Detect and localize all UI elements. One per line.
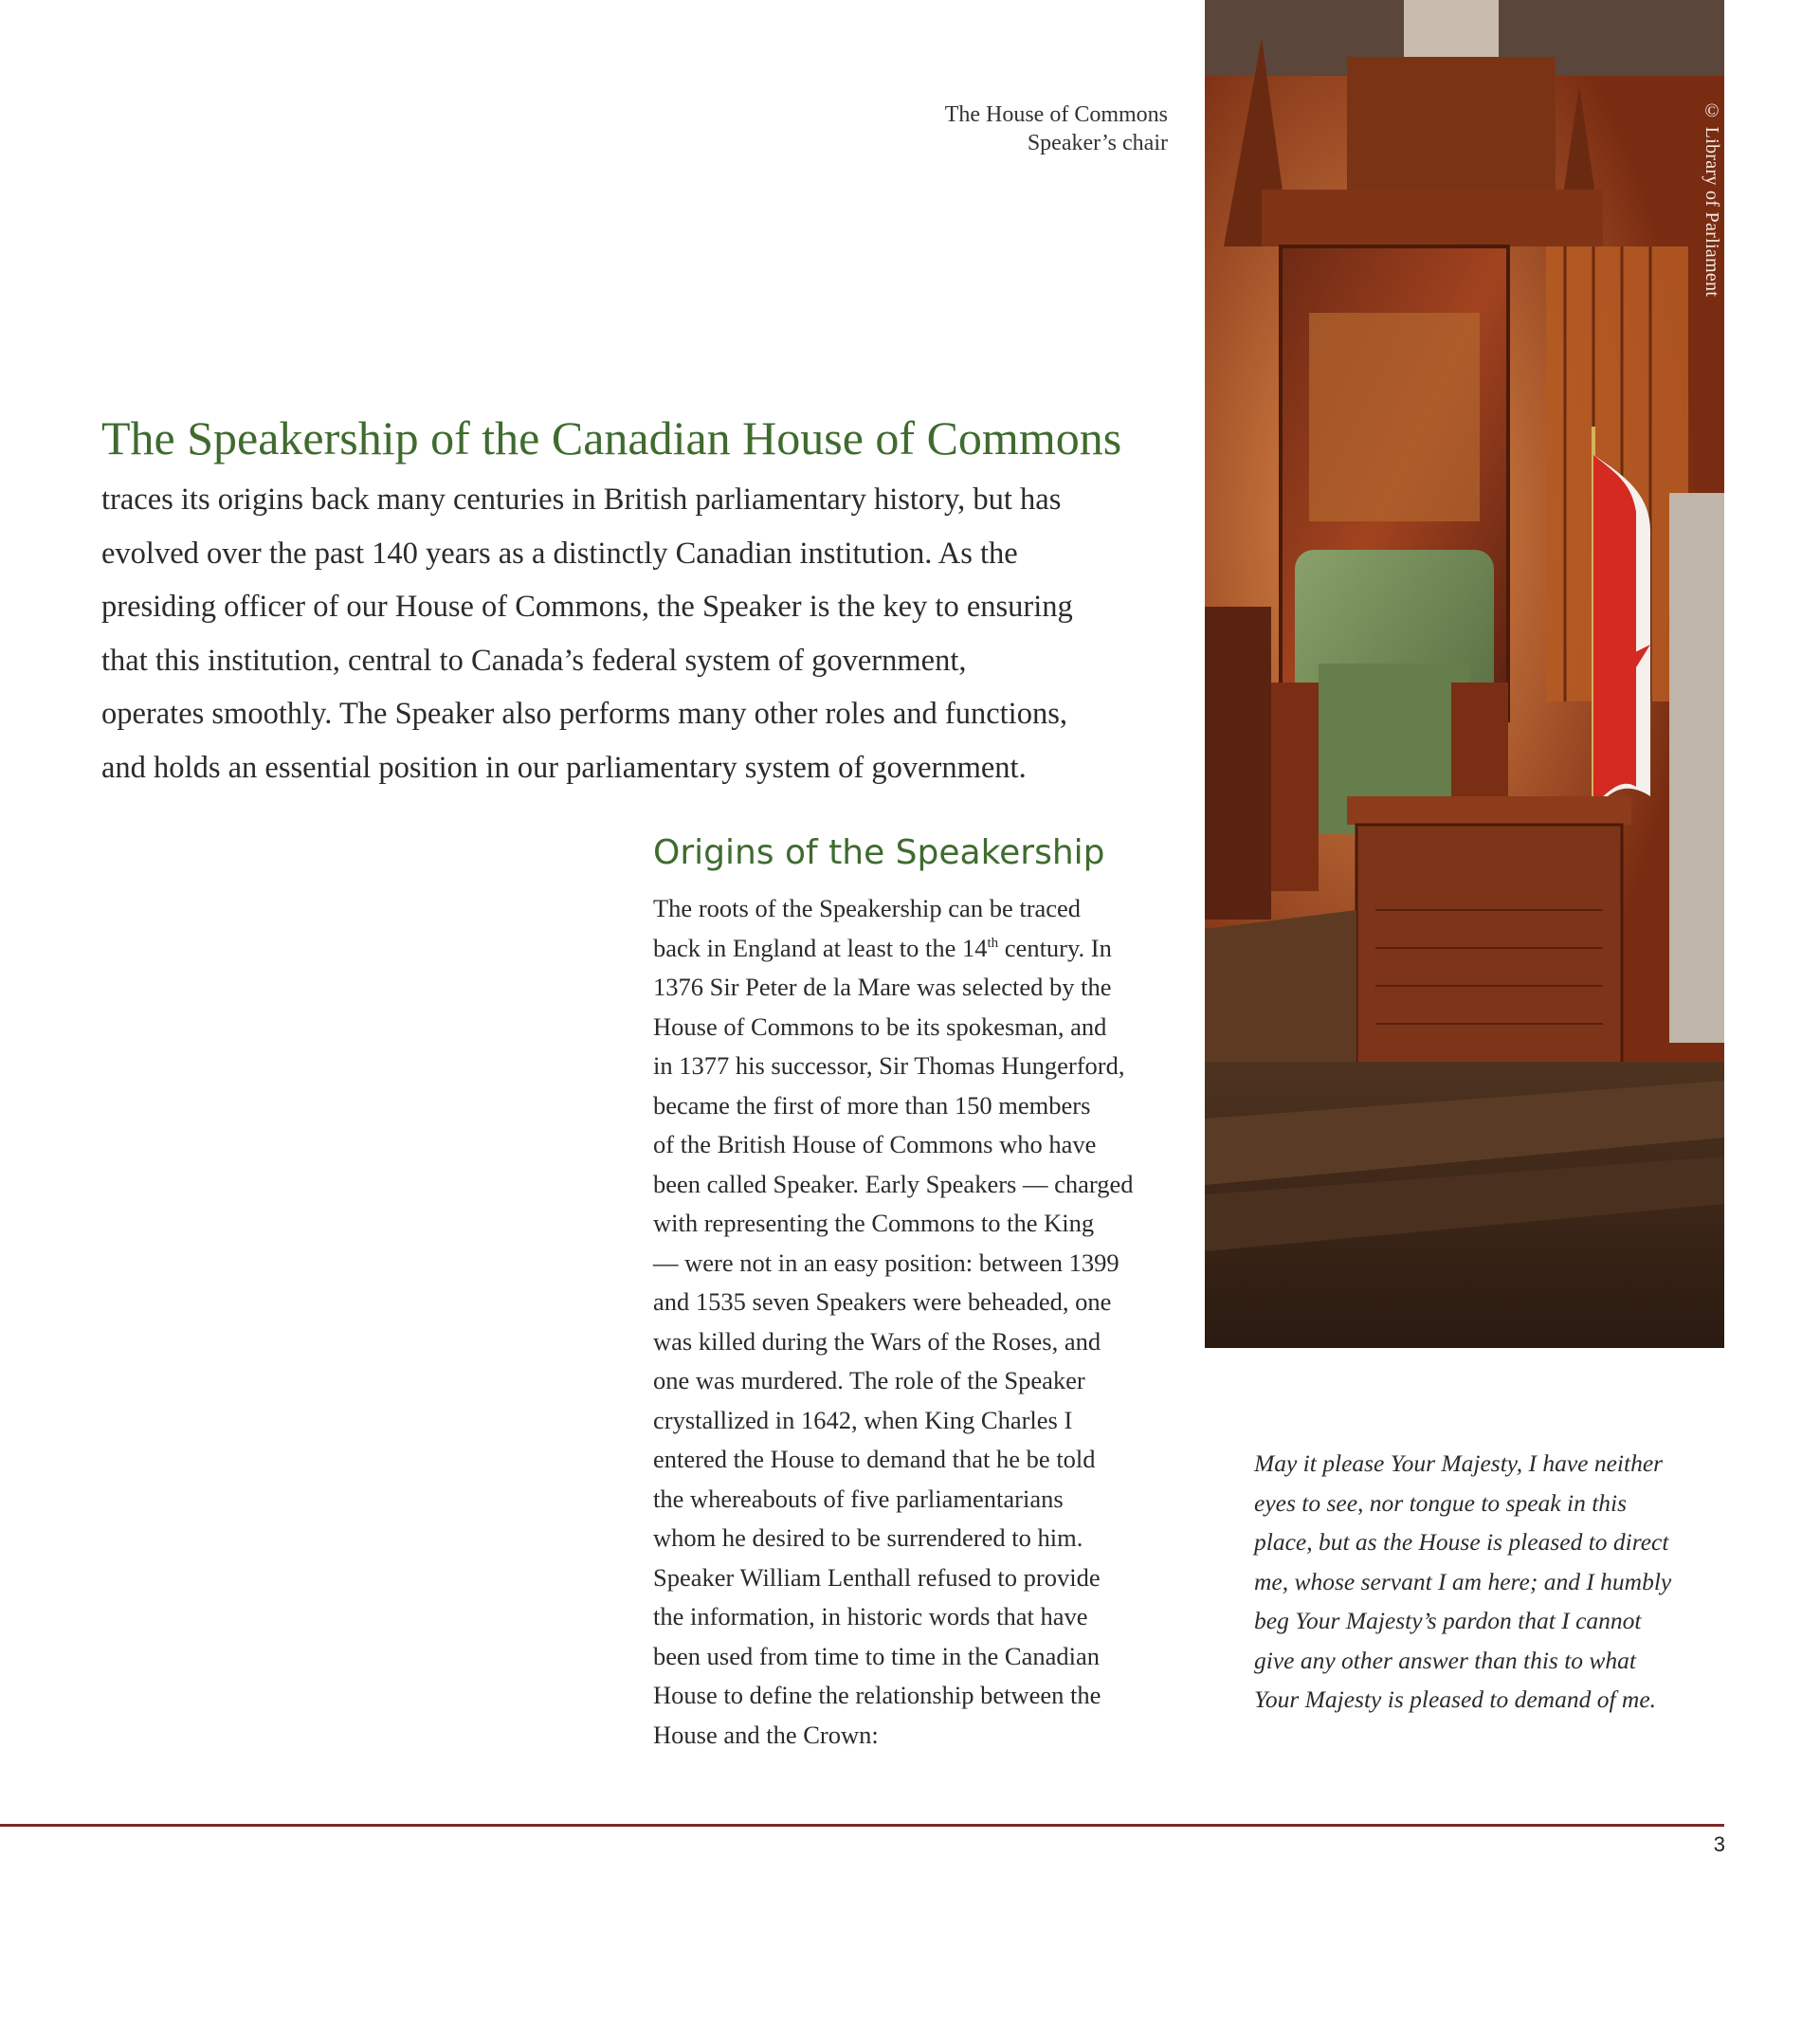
page-number: 3	[1713, 1832, 1725, 1856]
caption-line: Speaker’s chair	[1027, 131, 1168, 155]
body-line: The roots of the Speakership can be traced	[653, 894, 1082, 922]
footer-rule	[0, 1824, 1724, 1827]
caption-line: The House of Commons	[944, 102, 1168, 127]
section-title: Origins of the Speakership	[653, 833, 1105, 872]
lead-paragraph	[101, 473, 1187, 795]
quote-line: eyes to see, nor tongue to speak in this	[1254, 1488, 1628, 1517]
body-line: Speaker William Lenthall refused to provide	[653, 1562, 1101, 1592]
body-line: of the British House of Commons who have	[653, 1130, 1097, 1158]
quote-line: place, but as the House is pleased to direct	[1254, 1528, 1669, 1556]
body-line: 1376 Sir Peter de la Mare was selected by the	[653, 973, 1112, 1001]
body-line: and 1535 seven Speakers were beheaded, one	[653, 1287, 1112, 1316]
lead-title: The Speakership of the Canadian House of Commons	[101, 411, 1122, 465]
body-line: crystallized in 1642, when King Charles I	[653, 1405, 1073, 1434]
body-line: in 1377 his successor, Sir Thomas Hungerford,	[653, 1051, 1125, 1080]
body-line: been used from time to time in the Canadian	[653, 1641, 1100, 1670]
lenthall-quote	[1254, 1444, 1709, 1720]
body-line: with representing the Commons to the King	[653, 1209, 1095, 1237]
body-line: back in England at least to the 14th century. In	[653, 933, 1112, 962]
body-line: became the first of more than 150 members	[653, 1090, 1091, 1120]
lead-line: operates smoothly. The Speaker also performs many other roles and functions,	[101, 697, 1067, 732]
lead-line: evolved over the past 140 years as a distinctly Canadian institution. As the	[101, 536, 1018, 571]
section-body	[653, 889, 1184, 1755]
quote-line: me, whose servant I am here; and I humbly	[1254, 1567, 1672, 1595]
body-line: been called Speaker. Early Speakers — charged	[653, 1169, 1134, 1198]
body-line: the information, in historic words that have	[653, 1602, 1088, 1630]
body-line: the whereabouts of five parliamentarians	[653, 1484, 1064, 1513]
lead-line: that this institution, central to Canada’s federal system of government,	[101, 643, 967, 678]
body-line: House and the Crown:	[653, 1720, 879, 1749]
quote-line: May it please Your Majesty, I have neither	[1254, 1449, 1664, 1477]
body-line: House to define the relationship between the	[653, 1681, 1101, 1709]
photo-credit: © Library of Parliament	[1702, 100, 1722, 298]
body-line: one was murdered. The role of the Speaker	[653, 1366, 1085, 1394]
body-line: — were not in an easy position: between 1399	[653, 1248, 1119, 1277]
quote-line: beg Your Majesty’s pardon that I cannot	[1254, 1607, 1642, 1634]
body-line: entered the House to demand that he be told	[653, 1445, 1096, 1473]
body-line: was killed during the Wars of the Roses, and	[653, 1326, 1101, 1356]
quote-line: give any other answer than this to what	[1254, 1646, 1637, 1674]
lead-line: and holds an essential position in our parliamentary system of government.	[101, 750, 1027, 785]
lead-line: traces its origins back many centuries in British parliamentary history, but has	[101, 483, 1062, 517]
lead-line: presiding officer of our House of Commons, the Speaker is the key to ensuring	[101, 590, 1073, 625]
body-line: whom he desired to be surrendered to him.	[653, 1523, 1083, 1552]
quote-line: Your Majesty is pleased to demand of me.	[1254, 1685, 1657, 1713]
body-line: House of Commons to be its spokesman, and	[653, 1011, 1107, 1041]
speakers-chair-photo	[1205, 0, 1724, 1348]
photo-caption	[789, 100, 1168, 157]
